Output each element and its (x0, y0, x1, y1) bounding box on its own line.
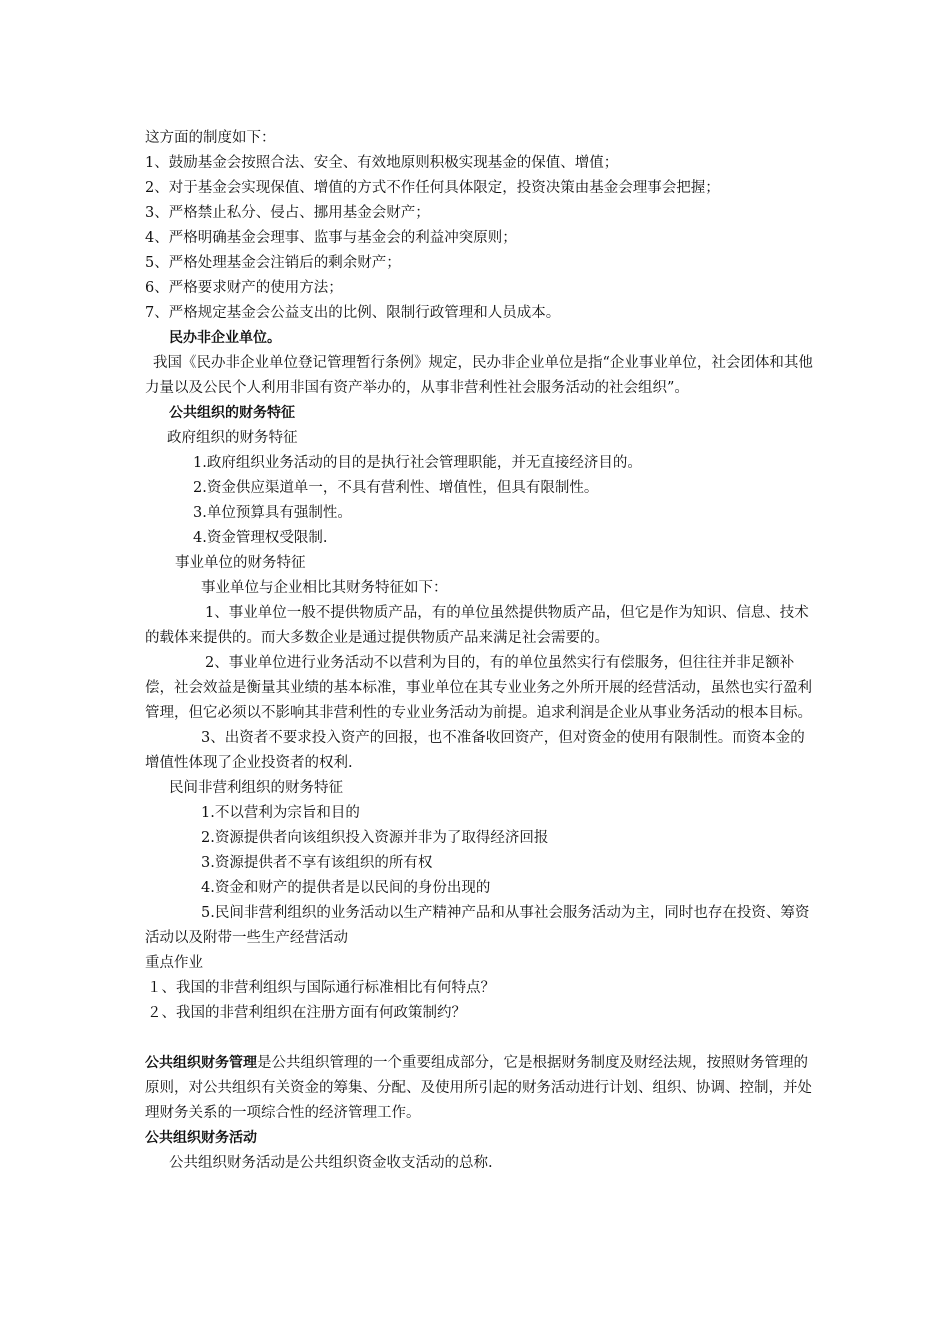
paragraph: 3、出资者不要求投入资产的回报，也不准备收回资产，但对资金的使用有限制性。而资本金的增值性体现了企业投资者的权利. (145, 730, 805, 771)
defined-term: 公共组织财务管理 (145, 1055, 257, 1071)
homework-question: ２、我国的非营利组织在注册方面有何政策制约？ (147, 1005, 466, 1021)
homework-question: １、我国的非营利组织与国际通行标准相比有何特点？ (147, 980, 495, 996)
section-heading: 公共组织财务活动 (145, 1130, 257, 1146)
list-item: 3.资源提供者不享有该组织的所有权 (201, 855, 433, 871)
list-item: 4、严格明确基金会理事、监事与基金会的利益冲突原则； (145, 230, 517, 246)
list-item: 3.单位预算具有强制性。 (193, 505, 352, 521)
list-item: 4.资金管理权受限制. (193, 530, 328, 546)
definition-paragraph (145, 1051, 817, 1126)
intro-line: 这方面的制度如下： (145, 130, 276, 146)
intro-line: 事业单位与企业相比其财务特征如下： (201, 580, 448, 596)
paragraph: 1、事业单位一般不提供物质产品，有的单位虽然提供物质产品，但它是作为知识、信息、技术的载体来提供的。而大多数企业是通过提供物质产品来满足社会需要的。 (145, 605, 809, 646)
list-item: 2、对于基金会实现保值、增值的方式不作任何具体限定，投资决策由基金会理事会把握； (145, 180, 720, 196)
list-item: 2.资金供应渠道单一，不具有营利性、增值性，但具有限制性。 (193, 480, 599, 496)
subsection-heading: 事业单位的财务特征 (175, 555, 306, 571)
list-item: 7、严格规定基金会公益支出的比例、限制行政管理和人员成本。 (145, 305, 561, 321)
spacer (145, 1026, 817, 1051)
subsection-heading: 政府组织的财务特征 (167, 430, 298, 446)
list-item: 1.政府组织业务活动的目的是执行社会管理职能，并无直接经济目的。 (193, 455, 642, 471)
paragraph: 公共组织财务活动是公共组织资金收支活动的总称. (169, 1155, 493, 1171)
subsection-heading: 民间非营利组织的财务特征 (169, 780, 343, 796)
section-heading: 公共组织的财务特征 (169, 405, 295, 421)
list-item: 1.不以营利为宗旨和目的 (201, 805, 360, 821)
paragraph: 我国《民办非企业单位登记管理暂行条例》规定，民办非企业单位是指“企业事业单位，社会团体和其他力量以及公民个人利用非国有资产举办的，从事非营利性社会服务活动的社会组织”。 (145, 355, 813, 396)
document-page (145, 126, 817, 1176)
definition-text: 是公共组织管理的一个重要组成部分，它是根据财务制度及财经法规，按照财务管理的原则，对公共组织有关资金的筹集、分配、及使用所引起的财务活动进行计划、组织、协调、控制，并处理财务关系的一项综合性的经济管理工作。 (145, 1055, 812, 1121)
paragraph: 5.民间非营利组织的业务活动以生产精神产品和从事社会服务活动为主，同时也存在投资、筹资活动以及附带一些生产经营活动 (145, 905, 810, 946)
list-item: 5、严格处理基金会注销后的剩余财产； (145, 255, 401, 271)
section-heading: 民办非企业单位。 (169, 330, 281, 346)
list-item: 3、严格禁止私分、侵占、挪用基金会财产； (145, 205, 430, 221)
paragraph: 2、事业单位进行业务活动不以营利为目的，有的单位虽然实行有偿服务，但往往并非足额补偿，社会效益是衡量其业绩的基本标准，事业单位在其专业业务之外所开展的经营活动，虽然也实行盈利管理，但它必须以不影响其非营利性的专业业务活动为前提。追求利润是企业从事业务活动的根本目标。 (145, 655, 812, 721)
list-item: 2.资源提供者向该组织投入资源并非为了取得经济回报 (201, 830, 549, 846)
list-item: 1、鼓励基金会按照合法、安全、有效地原则积极实现基金的保值、增值； (145, 155, 619, 171)
homework-heading: 重点作业 (145, 955, 203, 971)
list-item: 4.资金和财产的提供者是以民间的身份出现的 (201, 880, 491, 896)
list-item: 6、严格要求财产的使用方法； (145, 280, 343, 296)
